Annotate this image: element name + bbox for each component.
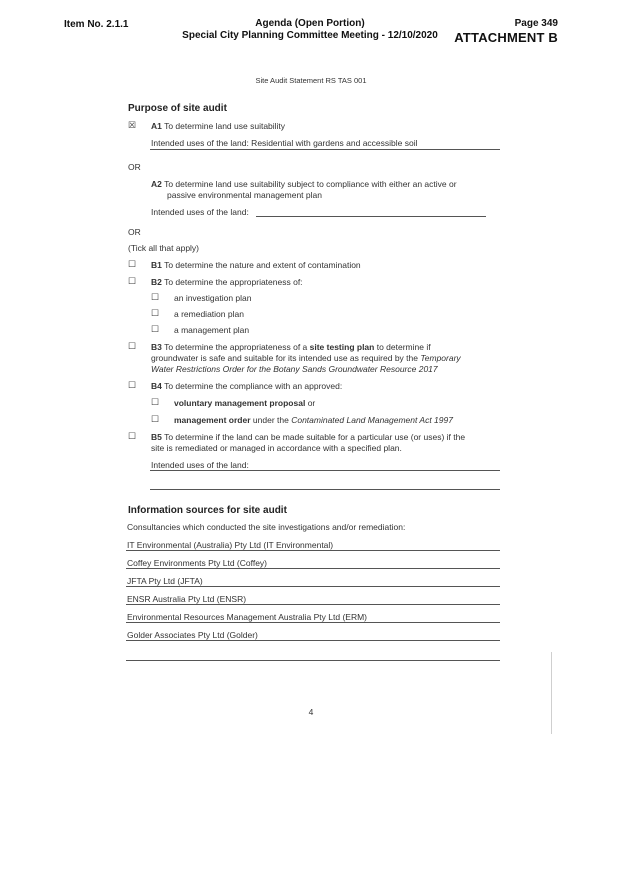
attachment-label: ATTACHMENT B xyxy=(454,30,558,45)
b4-opt2-rest: under the xyxy=(252,415,289,425)
b3-line2: groundwater is safe and suitable for its intended use as required by the xyxy=(151,353,418,363)
b2-option xyxy=(151,277,303,288)
b3-text-b: to determine if xyxy=(376,342,431,352)
b3-code: B3 xyxy=(151,342,162,352)
b4-text: To determine the compliance with an approved: xyxy=(164,381,343,391)
a1-uses-line xyxy=(150,149,500,150)
source-line xyxy=(126,604,500,605)
b5-text-1: To determine if the land can be made suitable for a particular use (or uses) if the xyxy=(164,432,466,442)
b5-uses-line-1 xyxy=(150,470,500,471)
a1-text: To determine land use suitability xyxy=(164,121,286,131)
b4-opt1-bold: voluntary management proposal xyxy=(174,398,306,408)
source-line xyxy=(126,640,500,641)
b1-option xyxy=(151,260,361,271)
tick-note: (Tick all that apply) xyxy=(128,243,200,253)
a2-uses-line xyxy=(256,216,486,217)
page-header-right xyxy=(454,18,558,45)
a2-intended-uses: Intended uses of the land: xyxy=(151,207,249,217)
b1-text: To determine the nature and extent of contamination xyxy=(164,260,361,270)
b2-checkbox-icon[interactable]: ☐ xyxy=(128,276,137,286)
b2-remediation-checkbox-icon[interactable]: ☐ xyxy=(151,308,160,318)
source-line xyxy=(126,550,500,551)
a2-text-2: passive environmental management plan xyxy=(167,190,322,200)
b3-option xyxy=(151,342,501,375)
or-label-2: OR xyxy=(128,227,141,237)
b4-voluntary-proposal xyxy=(174,398,315,409)
b3-bold: site testing plan xyxy=(309,342,375,352)
or-label-1: OR xyxy=(128,162,141,172)
b4-opt2-bold: management order xyxy=(174,415,251,425)
b4-management-order xyxy=(174,415,453,426)
b5-option xyxy=(151,432,501,454)
page-edge-shadow xyxy=(551,652,552,734)
a1-code: A1 xyxy=(151,121,162,131)
b4-order-checkbox-icon[interactable]: ☐ xyxy=(151,414,160,424)
meeting-title: Special City Planning Committee Meeting - 12/10/2020 xyxy=(182,30,438,41)
source-line xyxy=(126,568,500,569)
a1-checkbox-checked-icon[interactable]: ☒ xyxy=(128,120,137,130)
source-line xyxy=(126,622,500,623)
item-number: Item No. 2.1.1 xyxy=(64,19,129,30)
b2-code: B2 xyxy=(151,277,162,287)
b2-management-checkbox-icon[interactable]: ☐ xyxy=(151,324,160,334)
b2-management-plan: a management plan xyxy=(174,325,250,335)
b3-text-a: To determine the appropriateness of a xyxy=(164,342,308,352)
b2-remediation-plan: a remediation plan xyxy=(174,309,244,319)
sources-intro: Consultancies which conducted the site investigations and/or remediation: xyxy=(127,522,406,532)
sources-heading: Information sources for site audit xyxy=(128,505,287,516)
b4-checkbox-icon[interactable]: ☐ xyxy=(128,380,137,390)
b3-line2-italic: Temporary xyxy=(420,353,461,363)
b5-intended-uses: Intended uses of the land: xyxy=(151,460,249,470)
b4-opt1-rest: or xyxy=(307,398,316,408)
b3-line3-italic: Water Restrictions Order for the Botany Sands Groundwater Resource 2017 xyxy=(151,364,438,374)
b5-uses-line-2 xyxy=(150,489,500,490)
b2-investigation-plan: an investigation plan xyxy=(174,293,252,303)
statement-title: Site Audit Statement RS TAS 001 xyxy=(255,76,367,85)
b4-opt2-italic: Contaminated Land Management Act 1997 xyxy=(291,415,453,425)
a1-intended-uses: Intended uses of the land: Residential with gardens and accessible soil xyxy=(151,138,418,148)
purpose-heading: Purpose of site audit xyxy=(128,103,227,114)
agenda-title: Agenda (Open Portion) xyxy=(255,18,365,29)
page-label: Page 349 xyxy=(514,18,558,29)
b5-code: B5 xyxy=(151,432,162,442)
b1-checkbox-icon[interactable]: ☐ xyxy=(128,259,137,269)
b5-text-2: site is remediated or managed in accordance with a specified plan. xyxy=(151,443,402,453)
source-line-blank xyxy=(126,660,500,661)
a2-option xyxy=(151,179,457,190)
source-item: ENSR Australia Pty Ltd (ENSR) xyxy=(127,594,247,604)
b3-checkbox-icon[interactable]: ☐ xyxy=(128,341,137,351)
b4-code: B4 xyxy=(151,381,162,391)
b4-option xyxy=(151,381,342,392)
agenda-header xyxy=(150,18,470,42)
b2-investigation-checkbox-icon[interactable]: ☐ xyxy=(151,292,160,302)
b2-text: To determine the appropriateness of: xyxy=(164,277,303,287)
a2-text-1: To determine land use suitability subject to compliance with either an active or xyxy=(164,179,457,189)
b5-checkbox-icon[interactable]: ☐ xyxy=(128,431,137,441)
source-line xyxy=(126,586,500,587)
b1-code: B1 xyxy=(151,260,162,270)
source-item: JFTA Pty Ltd (JFTA) xyxy=(127,576,203,586)
source-item: Coffey Environments Pty Ltd (Coffey) xyxy=(127,558,267,568)
source-item: Golder Associates Pty Ltd (Golder) xyxy=(127,630,258,640)
source-item: Environmental Resources Management Australia Pty Ltd (ERM) xyxy=(127,612,367,622)
a2-code: A2 xyxy=(151,179,162,189)
b4-voluntary-checkbox-icon[interactable]: ☐ xyxy=(151,397,160,407)
page-number: 4 xyxy=(308,707,314,717)
source-item: IT Environmental (Australia) Pty Ltd (IT Environmental) xyxy=(127,540,334,550)
a1-option xyxy=(151,121,285,132)
